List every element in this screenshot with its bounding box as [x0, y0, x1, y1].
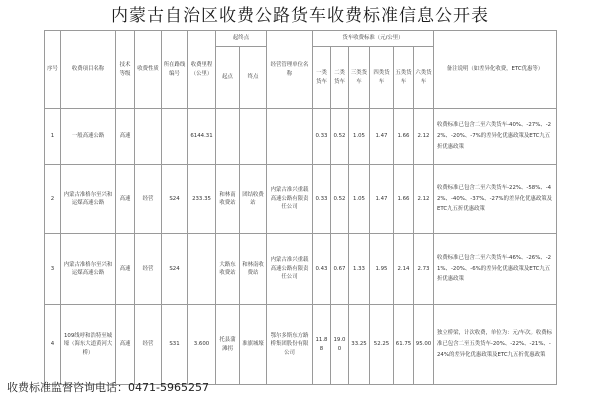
- cell-rate-class-5: 1.66: [394, 165, 414, 234]
- header-class-1: 一类货车: [313, 47, 331, 109]
- cell-unit: 内蒙古准兴重载高速公路有限责任公司: [267, 165, 313, 234]
- cell-seq: 3: [45, 234, 61, 305]
- header-rate-group: 货车收费标准（元/公里）: [313, 31, 434, 47]
- cell-rate-class-3: 1.05: [349, 165, 370, 234]
- header-seq: 序号: [45, 31, 61, 109]
- header-grade: 技术等级: [116, 31, 135, 109]
- cell-end: [240, 109, 267, 165]
- header-start: 起点: [216, 47, 240, 109]
- header-start-end-group: 起终点: [216, 31, 267, 47]
- cell-unit: [267, 109, 313, 165]
- cell-nature: 经营: [135, 165, 162, 234]
- cell-rate-class-4: 52.25: [370, 305, 394, 385]
- cell-rate-class-5: 61.75: [394, 305, 414, 385]
- cell-rate-class-1: 11.88: [313, 305, 331, 385]
- table-row: [45, 234, 557, 305]
- cell-rate-class-4: 1.47: [370, 165, 394, 234]
- cell-remarks: 收费标准已包含二至六类货车-40%、-27%、-22%、-20%、-7%的差异化优惠政策及ETC九五折优惠政策: [434, 109, 557, 165]
- header-unit: 经营管理单位名称: [267, 31, 313, 109]
- header-class-3: 三类货车: [349, 47, 370, 109]
- cell-mileage: [188, 234, 216, 305]
- header-class-5: 五类货车: [394, 47, 414, 109]
- cell-seq: 2: [45, 165, 61, 234]
- cell-project: 109线呼和浩特至城壕（海东大道黄河大桥）: [61, 305, 116, 385]
- cell-rate-class-4: 1.95: [370, 234, 394, 305]
- document-title: 内蒙古自治区收费公路货车收费标准信息公开表: [111, 6, 489, 26]
- cell-seq: 1: [45, 109, 61, 165]
- cell-unit: 鄂尔多斯东方路桥集团股份有限公司: [267, 305, 313, 385]
- header-class-6: 六类货车: [414, 47, 434, 109]
- header-project: 收费项目名称: [61, 31, 116, 109]
- cell-route: S24: [162, 165, 188, 234]
- cell-route: S24: [162, 234, 188, 305]
- cell-end: 准旗城壕: [240, 305, 267, 385]
- cell-grade: 高速: [116, 109, 135, 165]
- cell-mileage: 6144.31: [188, 109, 216, 165]
- table-row: [45, 305, 557, 385]
- table-header: [45, 31, 557, 109]
- cell-route: [162, 109, 188, 165]
- table-row: [45, 109, 557, 165]
- cell-rate-class-4: 1.47: [370, 109, 394, 165]
- cell-nature: 经营: [135, 305, 162, 385]
- cell-project: 一般高速公路: [61, 109, 116, 165]
- cell-rate-class-6: 2.12: [414, 165, 434, 234]
- cell-nature: 经营: [135, 234, 162, 305]
- header-mileage: 收费里程（公里）: [188, 31, 216, 109]
- cell-mileage: 233.35: [188, 165, 216, 234]
- cell-start: 和林南收费站: [216, 165, 240, 234]
- header-route: 所在路线编号: [162, 31, 188, 109]
- cell-rate-class-1: 0.43: [313, 234, 331, 305]
- cell-rate-class-5: 1.66: [394, 109, 414, 165]
- cell-rate-class-3: 1.05: [349, 109, 370, 165]
- table-body: [45, 109, 557, 385]
- header-end: 终点: [240, 47, 267, 109]
- supervision-hotline: 收费标准监督咨询电话：0471-5965257: [7, 381, 209, 394]
- header-class-4: 四类货车: [370, 47, 394, 109]
- toll-standard-table: [44, 30, 557, 385]
- cell-end: 团结收费站: [240, 165, 267, 234]
- cell-rate-class-6: 2.73: [414, 234, 434, 305]
- cell-end: 和林南收费站: [240, 234, 267, 305]
- cell-start: 托县蒲滩拐: [216, 305, 240, 385]
- cell-rate-class-5: 2.14: [394, 234, 414, 305]
- header-class-2: 二类货车: [331, 47, 349, 109]
- cell-unit: 内蒙古准兴重载高速公路有限责任公司: [267, 234, 313, 305]
- cell-rate-class-6: 2.12: [414, 109, 434, 165]
- cell-mileage: 3.600: [188, 305, 216, 385]
- cell-rate-class-6: 95.00: [414, 305, 434, 385]
- cell-rate-class-3: 1.33: [349, 234, 370, 305]
- cell-route: S31: [162, 305, 188, 385]
- cell-rate-class-1: 0.33: [313, 109, 331, 165]
- cell-rate-class-3: 33.25: [349, 305, 370, 385]
- cell-rate-class-2: 0.67: [331, 234, 349, 305]
- cell-remarks: 收费标准已包含二至六类货车-22%、-58%、-42%、-40%、-37%、-27%的差异化优惠政策及ETC九五折优惠政策: [434, 165, 557, 234]
- cell-project: 内蒙古准格尔至兴和运煤高速公路: [61, 165, 116, 234]
- cell-rate-class-2: 0.52: [331, 109, 349, 165]
- cell-rate-class-1: 0.33: [313, 165, 331, 234]
- cell-grade: 高速: [116, 234, 135, 305]
- cell-remarks: 收费标准已包含二至六类货车-46%、-26%、-21%、-20%、-6%的差异化优惠政策及ETC九五折优惠政策: [434, 234, 557, 305]
- cell-remarks: 独立桥梁，计次收费，单位为：元/车次。收费标准已包含二至五类货车-20%、-22%、-21%、-24%的差异化优惠政策及ETC九五折优惠政策: [434, 305, 557, 385]
- cell-grade: 高速: [116, 165, 135, 234]
- table-row: [45, 165, 557, 234]
- cell-seq: 4: [45, 305, 61, 385]
- header-remarks: 备注说明（如差异化收费，ETC优惠等）: [434, 31, 557, 109]
- cell-grade: 高速: [116, 305, 135, 385]
- cell-project: 内蒙古准格尔至兴和运煤高速公路: [61, 234, 116, 305]
- cell-rate-class-2: 19.00: [331, 305, 349, 385]
- cell-rate-class-2: 0.52: [331, 165, 349, 234]
- header-nature: 收费性质: [135, 31, 162, 109]
- cell-start: [216, 109, 240, 165]
- cell-nature: [135, 109, 162, 165]
- cell-start: 大路东收费站: [216, 234, 240, 305]
